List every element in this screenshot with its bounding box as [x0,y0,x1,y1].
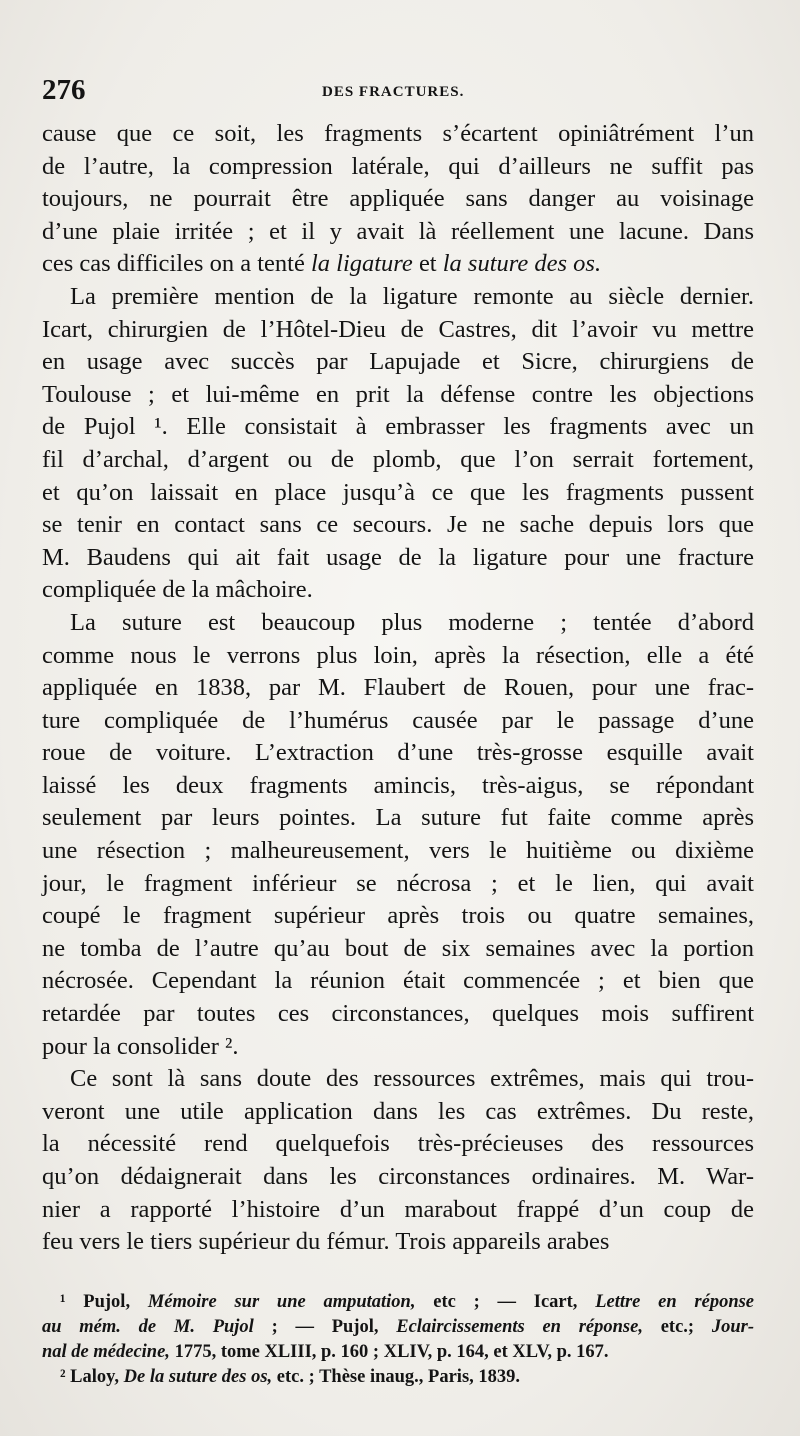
footnote-line: ² Laloy, De la suture des os, etc. ; Thèse inaug., Paris, 1839. [60,1367,521,1387]
body-line: ces cas difficiles on a tenté la ligature et la suture des os. [42,250,602,278]
page-number: 276 [42,74,86,106]
body-line: ne tomba de l’autre qu’au bout de six semaines avec la portion [42,934,754,962]
body-line: d’une plaie irritée ; et il y avait là réellement une lacune. Dans [42,217,754,245]
body-line: La première mention de la ligature remonte au siècle dernier. [70,282,754,310]
body-line: jour, le fragment inférieur se nécrosa ; et le lien, qui avait [42,869,754,897]
body-line: compliquée de la mâchoire. [42,576,313,604]
body-line: Icart, chirurgien de l’Hôtel-Dieu de Castres, dit l’avoir vu mettre [42,315,754,343]
body-line: et qu’on laissait en place jusqu’à ce que les fragments pussent [42,478,754,506]
body-line: Ce sont là sans doute des ressources extrêmes, mais qui trou- [70,1065,754,1093]
body-line: pour la consolider ². [42,1032,239,1060]
body-line: se tenir en contact sans ce secours. Je ne sache depuis lors que [42,511,754,539]
body-line: feu vers le tiers supérieur du fémur. Trois appareils arabes [42,1228,610,1256]
body-line: cause que ce soit, les fragments s’écartent opiniâtrément l’un [42,120,754,147]
body-line: fil d’archal, d’argent ou de plomb, que l’on serrait fortement, [42,445,754,473]
body-line: seulement par leurs pointes. La suture fut faite comme après [42,804,754,832]
body-line: une résection ; malheureusement, vers le huitième ou dixième [42,837,754,865]
running-head: DES FRACTURES. [322,84,465,100]
body-line: la nécessité rend quelquefois très-précieuses des ressources [42,1130,754,1158]
body-line: retardée par toutes ces circonstances, quelques mois suffirent [42,1000,754,1028]
body-line: appliquée en 1838, par M. Flaubert de Rouen, pour une frac- [42,674,754,702]
body-line: roue de voiture. L’extraction d’une très-grosse esquille avait [42,739,754,767]
footnote-line: ¹ Pujol, Mémoire sur une amputation, etc ; — Icart, Lettre en réponse [60,1292,755,1312]
body-line: qu’on dédaignerait dans les circonstances ordinaires. M. War- [42,1163,754,1190]
footnote-line: au mém. de M. Pujol ; — Pujol, Eclaircissements en réponse, etc.; Jour- [42,1317,754,1337]
body-line: comme nous le verrons plus loin, après la résection, elle a été [42,641,754,669]
body-text [42,118,754,1259]
body-line: coupé le fragment supérieur après trois ou quatre semaines, [42,902,754,930]
body-line: La suture est beaucoup plus moderne ; tentée d’abord [70,608,754,636]
body-line: ture compliquée de l’humérus causée par le passage d’une [42,706,754,734]
body-line: M. Baudens qui ait fait usage de la ligature pour une fracture [42,543,754,571]
page-header [40,74,760,108]
footnote-line: nal de médecine, 1775, tome XLIII, p. 160 ; XLIV, p. 164, et XLV, p. 167. [42,1342,609,1362]
body-line: de l’autre, la compression latérale, qui d’ailleurs ne suffit pas [42,152,754,180]
footnotes [42,1290,754,1390]
body-line: de Pujol ¹. Elle consistait à embrasser les fragments avec un [42,413,754,441]
body-line: laissé les deux fragments amincis, très-aigus, se répondant [42,771,754,799]
body-line: nier a rapporté l’histoire d’un marabout frappé d’un coup de [42,1195,754,1223]
body-line: nécrosée. Cependant la réunion était commencée ; et bien que [42,967,754,995]
body-line: veront une utile application dans les cas extrêmes. Du reste, [42,1097,754,1125]
body-line: toujours, ne pourrait être appliquée sans danger au voisinage [42,185,754,213]
body-line: Toulouse ; et lui-même en prit la défense contre les objections [42,380,754,408]
body-line: en usage avec succès par Lapujade et Sicre, chirurgiens de [42,348,754,376]
